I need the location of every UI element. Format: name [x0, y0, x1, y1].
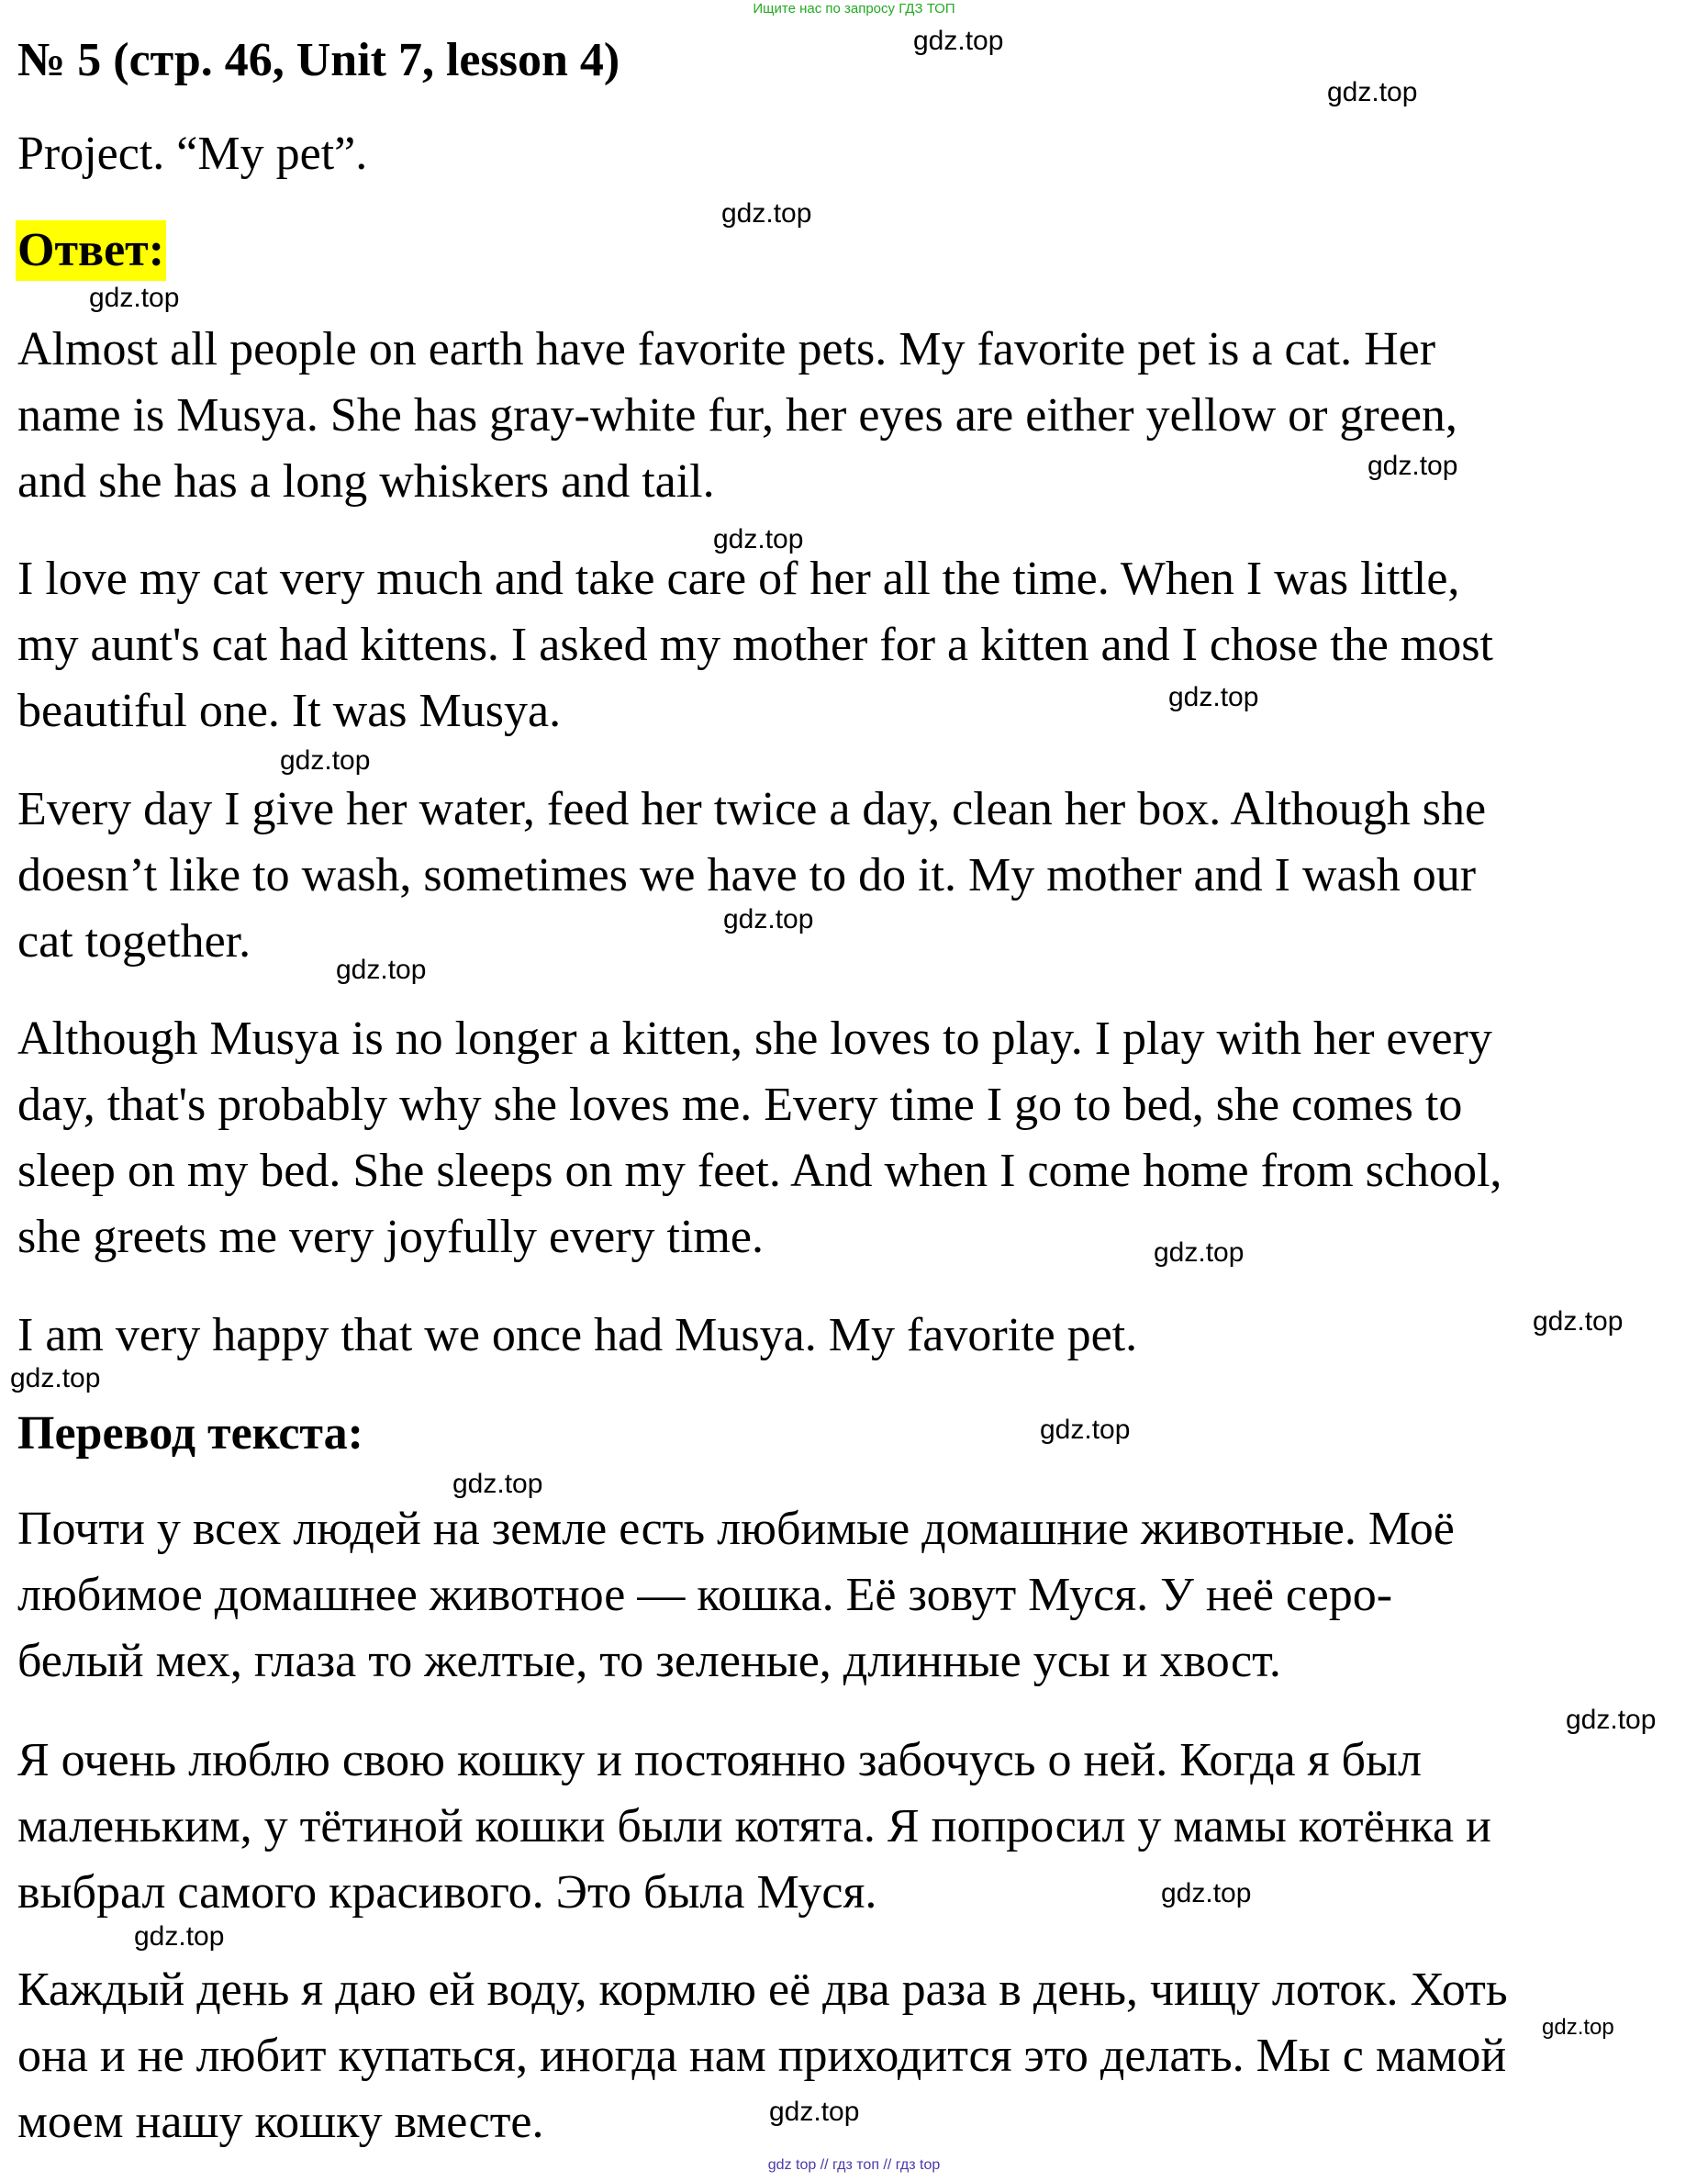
text-line: Almost all people on earth have favorite pets. My favorite pet is a cat. Her: [17, 323, 1436, 375]
text-line: выбрал самого красивого. Это была Муся.: [17, 1866, 877, 1919]
answer-paragraph-1: [17, 317, 1697, 515]
text-line: I am very happy that we once had Musya. My favorite pet.: [17, 1309, 1138, 1361]
watermark: gdz.top: [1161, 1878, 1252, 1908]
text-line: моем нашу кошку вместе.: [17, 2096, 544, 2148]
watermark: gdz.top: [1168, 682, 1259, 712]
text-line: маленьким, у тётиной кошки были котята. Я попросил у мамы котёнка и: [17, 1800, 1491, 1852]
watermark: gdz.top: [721, 198, 812, 229]
task-text: Project. “My pet”.: [17, 128, 368, 180]
watermark: gdz.top: [713, 524, 804, 554]
text-line: my aunt's cat had kittens. I asked my mother for a kitten and I chose the most: [17, 619, 1493, 671]
text-line: она и не любит купаться, иногда нам приходится это делать. Мы с мамой: [17, 2030, 1507, 2082]
answer-label: Ответ:: [16, 220, 166, 281]
watermark: gdz.top: [1327, 77, 1418, 107]
text-line: day, that's probably why she loves me. Every time I go to bed, she comes to: [17, 1079, 1463, 1131]
text-line: Although Musya is no longer a kitten, she loves to play. I play with her every: [17, 1013, 1492, 1065]
text-line: белый мех, глаза то желтые, то зеленые, длинные усы и хвост.: [17, 1635, 1281, 1687]
watermark: gdz.top: [769, 2097, 860, 2127]
watermark: gdz.top: [89, 283, 180, 313]
search-banner: Ищите нас по запросу ГДЗ ТОП: [753, 1, 955, 17]
answer-paragraph-4: [17, 1006, 1697, 1270]
watermark: gdz.top: [452, 1469, 543, 1499]
text-line: name is Musya. She has gray-white fur, her eyes are either yellow or green,: [17, 389, 1457, 442]
text-line: and she has a long whiskers and tail.: [17, 455, 715, 508]
watermark: gdz.top: [1368, 451, 1458, 481]
watermark: gdz.top: [10, 1363, 101, 1393]
watermark: gdz.top: [1566, 1705, 1657, 1735]
watermark: gdz.top: [1154, 1237, 1245, 1268]
text-line: любимое домашнее животное — кошка. Её зовут Муся. У неё серо-: [17, 1569, 1393, 1621]
text-line: cat together.: [17, 915, 251, 968]
text-line: sleep on my bed. She sleeps on my feet. And when I come home from school,: [17, 1145, 1502, 1197]
watermark: gdz.top: [1542, 2015, 1614, 2040]
translation-paragraph-2: [17, 1728, 1697, 1926]
text-line: I love my cat very much and take care of her all the time. When I was little,: [17, 553, 1460, 605]
translation-label: Перевод текста:: [17, 1407, 363, 1460]
translation-paragraph-1: [17, 1496, 1697, 1695]
watermark: gdz.top: [336, 955, 427, 985]
text-line: doesn’t like to wash, sometimes we have to do it. My mother and I wash our: [17, 849, 1477, 901]
text-line: beautiful one. It was Musya.: [17, 685, 562, 737]
watermark: gdz.top: [723, 904, 814, 934]
watermark: gdz.top: [280, 745, 371, 776]
answer-paragraph-3: [17, 777, 1697, 975]
watermark: gdz.top: [134, 1921, 225, 1952]
watermark: gdz.top: [913, 26, 1004, 56]
watermark: gdz.top: [1533, 1306, 1624, 1337]
footer-links: gdz top // гдз топ // гдз top: [767, 2157, 941, 2173]
text-line: Every day I give her water, feed her twice a day, clean her box. Although she: [17, 783, 1487, 835]
exercise-title: № 5 (стр. 46, Unit 7, lesson 4): [17, 34, 620, 86]
answer-paragraph-2: [17, 546, 1697, 744]
text-line: Каждый день я даю ей воду, кормлю её два раза в день, чищу лоток. Хоть: [17, 1964, 1508, 2016]
text-line: Почти у всех людей на земле есть любимые домашние животные. Моё: [17, 1503, 1455, 1555]
watermark: gdz.top: [1040, 1415, 1131, 1445]
text-line: Я очень люблю свою кошку и постоянно забочусь о ней. Когда я был: [17, 1734, 1422, 1786]
text-line: she greets me very joyfully every time.: [17, 1211, 764, 1263]
answer-paragraph-5: [17, 1303, 1697, 1369]
